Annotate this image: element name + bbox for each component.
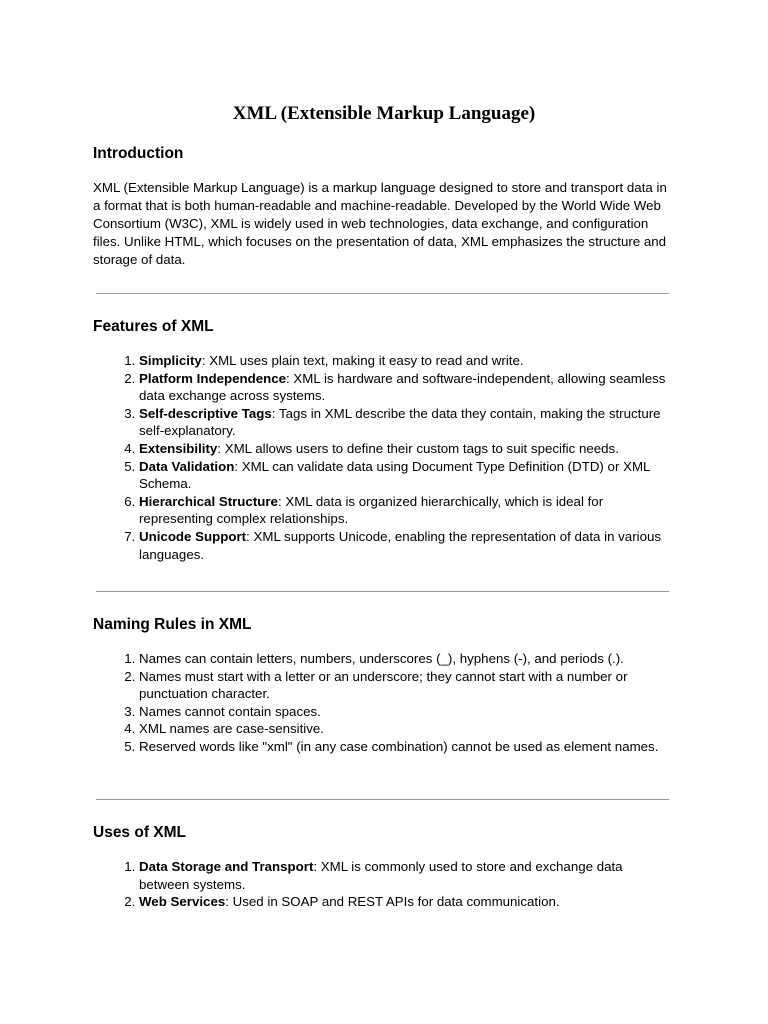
list-item: 2. Names must start with a letter or an underscore; they cannot start with a number or punctuation character.	[139, 668, 668, 703]
features-list	[93, 352, 668, 563]
feature-description: : XML is hardware and software-independent, allowing seamless data exchange across systems.	[139, 370, 666, 404]
list-item	[139, 858, 668, 893]
use-description: : Used in SOAP and REST APIs for data communication.	[225, 894, 560, 910]
naming-rules-list	[93, 650, 668, 756]
document-title: XML (Extensible Markup Language)	[232, 103, 536, 124]
list-item	[139, 893, 668, 911]
list-item	[139, 458, 668, 493]
feature-description: : XML uses plain text, making it easy to read and write.	[201, 353, 524, 368]
list-item	[139, 528, 668, 563]
list-item: 1. Names can contain letters, numbers, underscores (_), hyphens (-), and periods (.).	[139, 650, 668, 668]
use-term: Web Services	[139, 894, 226, 910]
section-divider	[96, 293, 669, 294]
uses-list	[93, 858, 668, 911]
naming-rules-heading: Naming Rules in XML	[93, 616, 252, 633]
list-item	[139, 440, 668, 458]
feature-term: Simplicity	[139, 353, 202, 368]
list-item	[139, 493, 668, 528]
feature-term: Unicode Support	[139, 528, 247, 544]
feature-description: : XML allows users to define their custom tags to suit specific needs.	[217, 440, 619, 456]
features-heading: Features of XML	[93, 318, 214, 335]
section-divider	[96, 799, 669, 800]
use-description: : XML is commonly used to store and exchange data between systems.	[139, 859, 623, 892]
feature-description: : XML can validate data using Document Type Definition (DTD) or XML Schema.	[139, 458, 650, 492]
uses-heading: Uses of XML	[93, 824, 187, 841]
feature-description: : XML data is organized hierarchically, which is ideal for representing complex relationships.	[139, 493, 604, 527]
feature-term: Self-descriptive Tags	[139, 405, 272, 421]
feature-description: : XML supports Unicode, enabling the representation of data in various languages.	[139, 528, 662, 562]
list-item	[139, 370, 668, 405]
feature-term: Extensibility	[139, 440, 218, 456]
feature-description: : Tags in XML describe the data they contain, making the structure self-explanatory.	[139, 405, 661, 439]
list-item	[139, 405, 668, 440]
list-item	[139, 352, 668, 370]
introduction-heading: Introduction	[93, 145, 184, 162]
feature-term: Hierarchical Structure	[139, 493, 278, 509]
list-item: 3. Names cannot contain spaces.	[139, 703, 668, 721]
use-term: Data Storage and Transport	[139, 859, 314, 874]
list-item: 5. Reserved words like "xml" (in any case combination) cannot be used as element names.	[139, 738, 668, 756]
introduction-paragraph: XML (Extensible Markup Language) is a markup language designed to store and transport data in a format that is both human-readable and machine-readable. Developed by the World Wide Web Consortium (W3C), XML is widely used in web technologies, data exchange, and configuration files. Unlike HTML, which focuses on the presentation of data, XML emphasizes the structure and storage of data.	[93, 180, 667, 267]
feature-term: Data Validation	[139, 458, 235, 474]
section-divider	[96, 591, 669, 592]
list-item: 4. XML names are case-sensitive.	[139, 720, 668, 738]
feature-term: Platform Independence	[139, 370, 287, 386]
